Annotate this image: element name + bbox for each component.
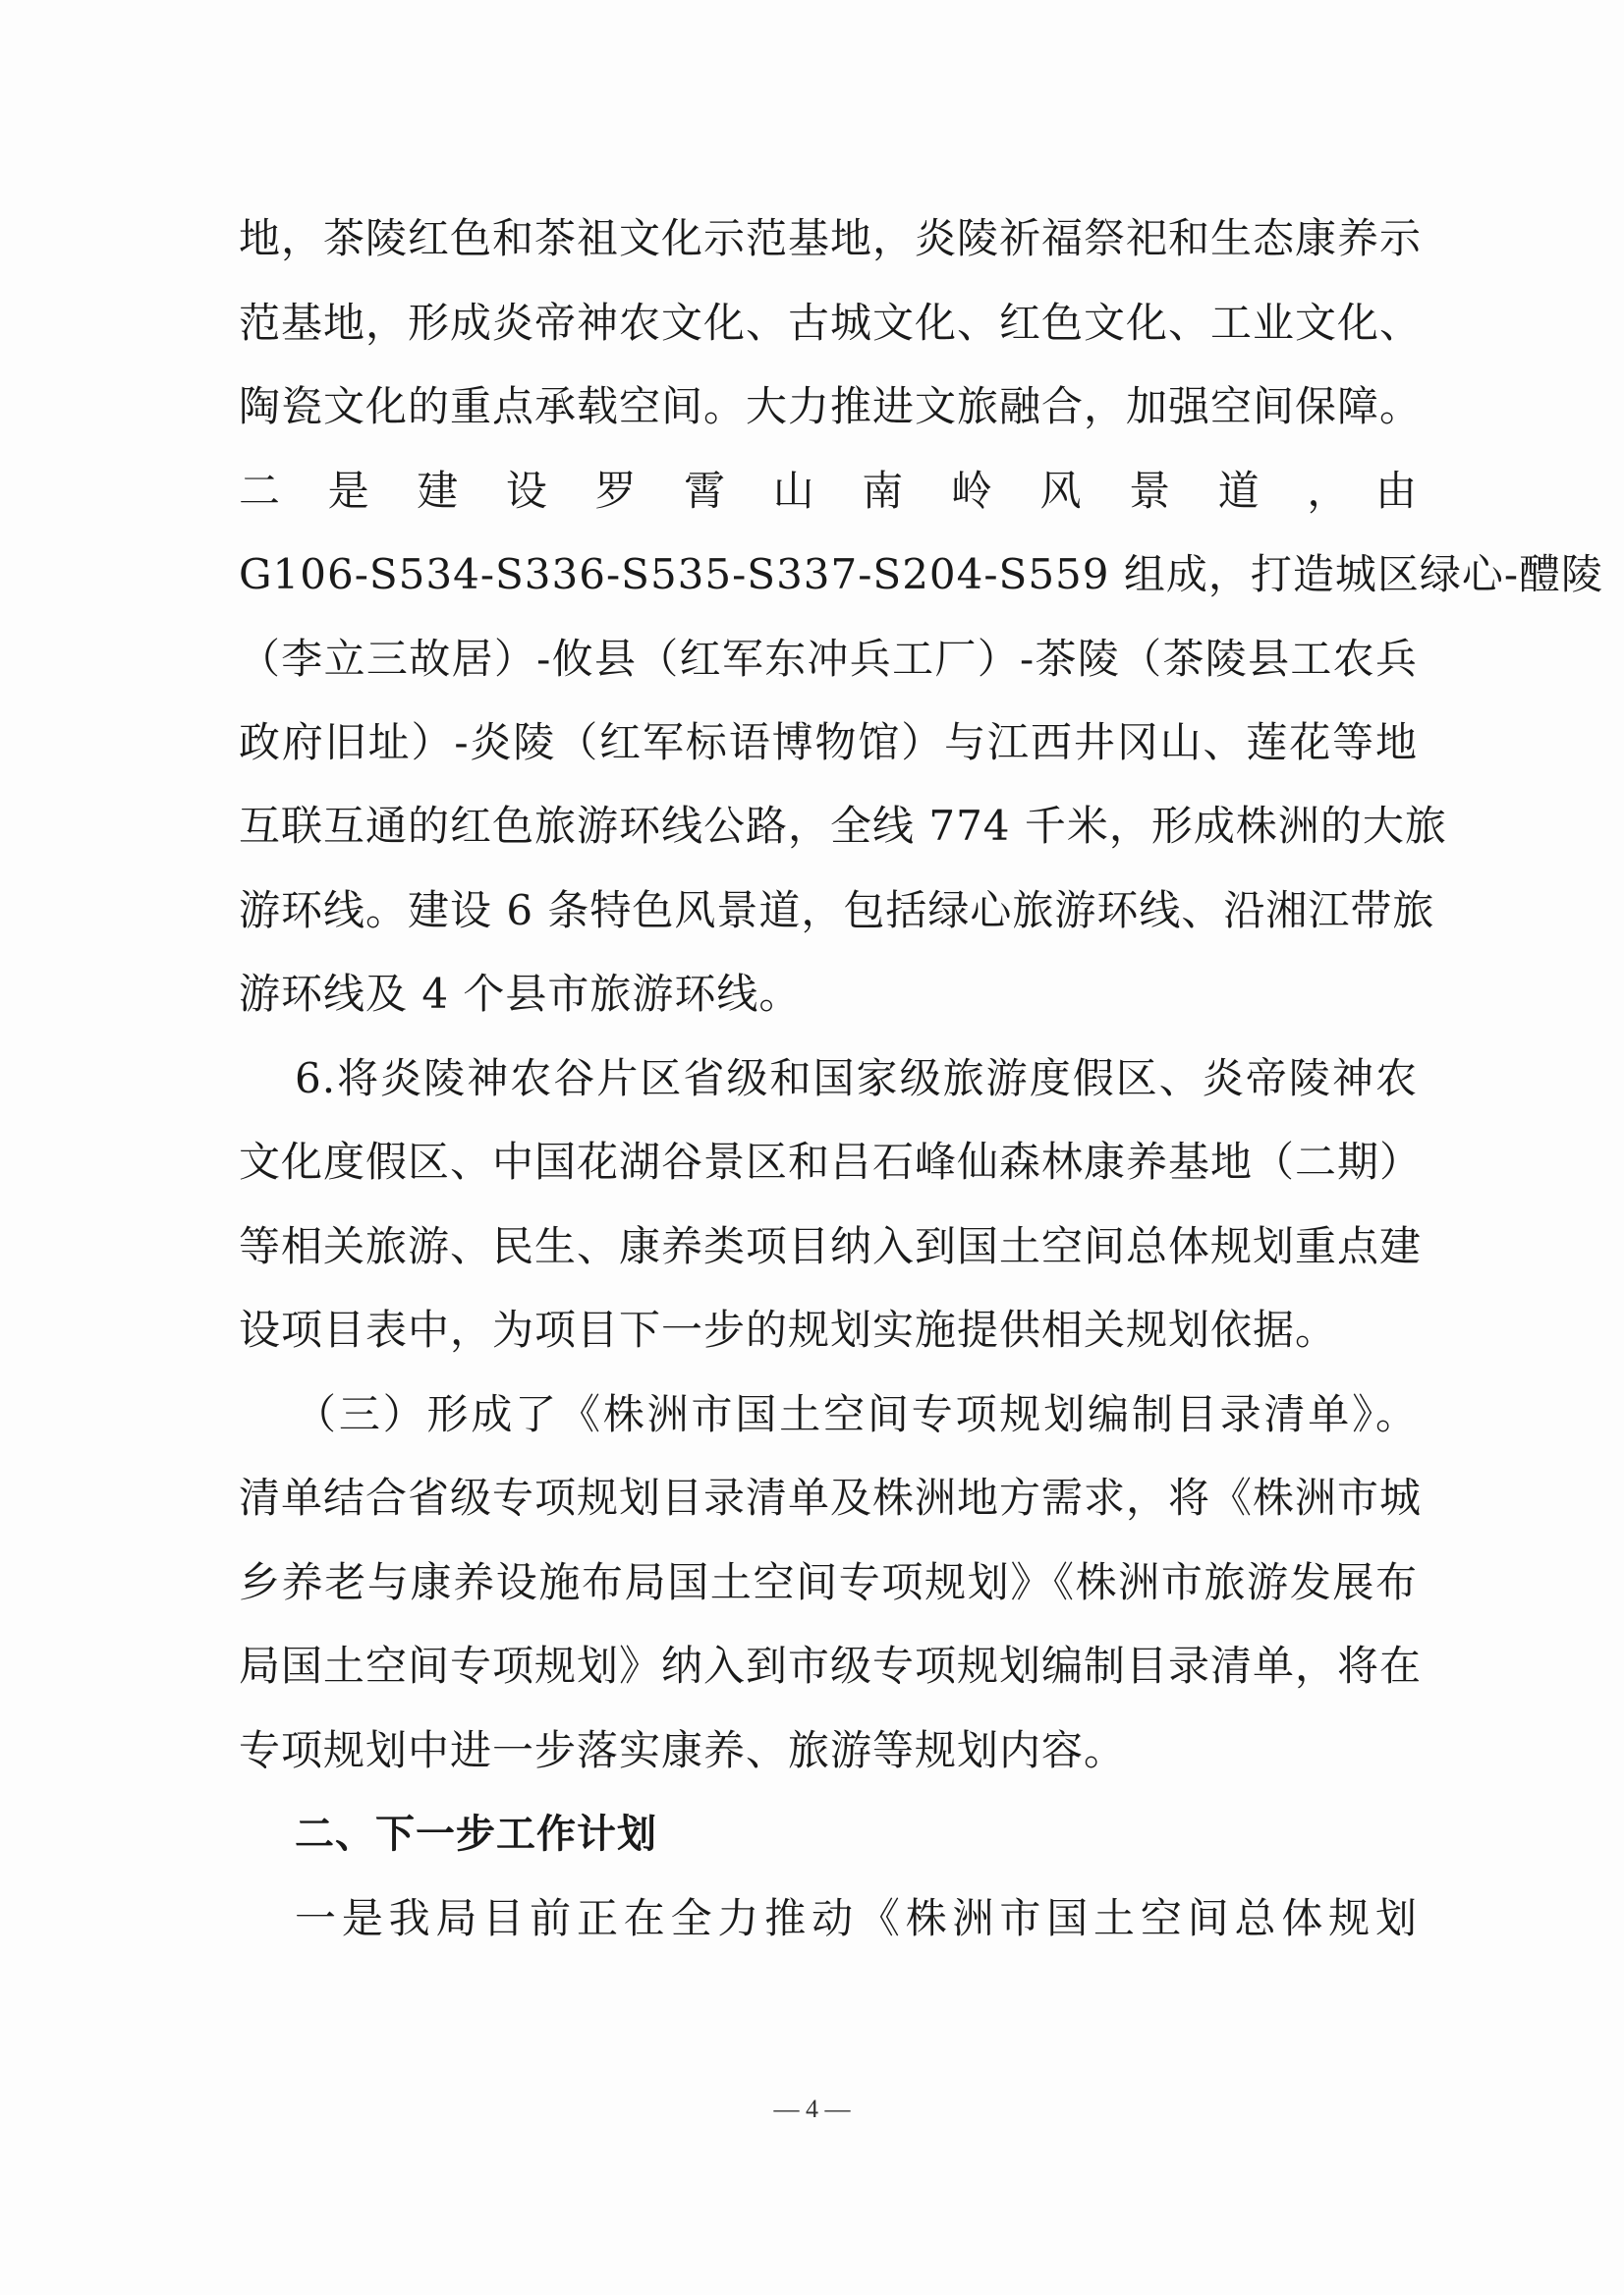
page-number: — 4 — (773, 2095, 851, 2123)
paragraph-line: 清单结合省级专项规划目录清单及株洲地方需求，将《株洲市城 (239, 1474, 1423, 1522)
paragraph-line: 政府旧址）-炎陵（红军标语博物馆）与江西井冈山、莲花等地 (239, 718, 1418, 766)
paragraph-line: G106-S534-S336-S535-S337-S204-S559 组成，打造城区绿心-醴陵 (239, 550, 1604, 598)
paragraph-line: 范基地，形成炎帝神农文化、古城文化、红色文化、工业文化、 (239, 299, 1423, 347)
paragraph-line: 专项规划中进一步落实康养、旅游等规划内容。 (239, 1726, 1127, 1774)
paragraph-line: 互联互通的红色旅游环线公路，全线 774 千米，形成株洲的大旅 (239, 802, 1447, 850)
paragraph-line: （李立三故居）-攸县（红军东冲兵工厂）-茶陵（茶陵县工农兵 (239, 635, 1418, 683)
section-heading: 二、下一步工作计划 (295, 1812, 657, 1857)
paragraph-line: 游环线及 4 个县市旅游环线。 (239, 970, 802, 1018)
paragraph-line: 游环线。建设 6 条特色风景道，包括绿心旅游环线、沿湘江带旅 (239, 886, 1435, 934)
paragraph-line: 一是我局目前正在全力推动《株洲市国土空间总体规划 (295, 1894, 1418, 1942)
paragraph-line: 二 是 建 设 罗 霄 山 南 岭 风 景 道 ， 由 (239, 467, 1418, 515)
paragraph-line: 6.将炎陵神农谷片区省级和国家级旅游度假区、炎帝陵神农 (295, 1054, 1418, 1102)
paragraph-line: 设项目表中，为项目下一步的规划实施提供相关规划依据。 (239, 1306, 1338, 1354)
paragraph-line: 地，茶陵红色和茶祖文化示范基地，炎陵祈福祭祀和生态康养示 (239, 214, 1423, 262)
paragraph-line: 文化度假区、中国花湖谷景区和吕石峰仙森林康养基地（二期） (239, 1138, 1423, 1186)
section-heading: （三）形成了《株洲市国土空间专项规划编制目录清单》。 (295, 1390, 1418, 1438)
paragraph-line: 等相关旅游、民生、康养类项目纳入到国土空间总体规划重点建 (239, 1222, 1423, 1270)
paragraph-line: 陶瓷文化的重点承载空间。大力推进文旅融合，加强空间保障。 (239, 382, 1423, 430)
paragraph-line: 乡养老与康养设施布局国土空间专项规划》《株洲市旅游发展布 (239, 1558, 1418, 1606)
paragraph-line: 局国土空间专项规划》纳入到市级专项规划编制目录清单，将在 (239, 1642, 1423, 1690)
